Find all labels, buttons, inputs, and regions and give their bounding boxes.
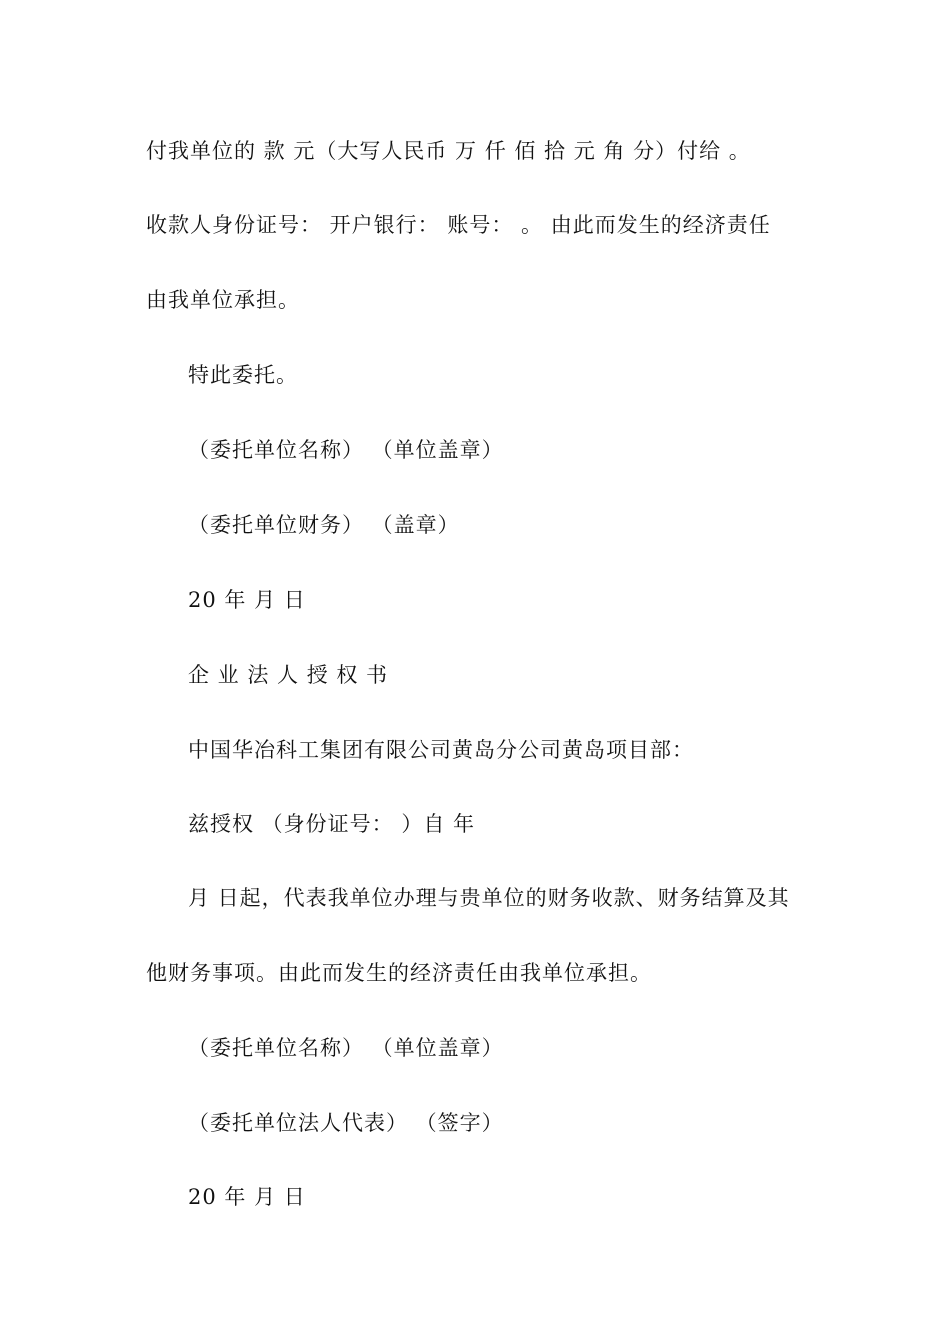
entrustment-statement: 特此委托。 <box>188 363 298 387</box>
responsibility-line: 由我单位承担。 <box>146 288 300 312</box>
date-line-2: 20 年 月 日 <box>188 1185 306 1209</box>
payment-amount-line: 付我单位的 款 元（大写人民币 万 仟 佰 拾 元 角 分）付给 。 <box>146 139 751 163</box>
payee-info-line: 收款人身份证号： 开户银行： 账号： 。 由此而发生的经济责任 <box>146 213 771 237</box>
date-line-1: 20 年 月 日 <box>188 588 306 612</box>
authorization-responsibility-line: 他财务事项。由此而发生的经济责任由我单位承担。 <box>146 961 652 985</box>
authorization-title: 企 业 法 人 授 权 书 <box>188 663 389 687</box>
authorization-scope-line: 月 日起，代表我单位办理与贵单位的财务收款、财务结算及其 <box>188 886 790 910</box>
entrusting-unit-seal-line: （委托单位名称） （单位盖章） <box>188 438 504 462</box>
finance-seal-line: （委托单位财务） （盖章） <box>188 513 460 537</box>
unit-seal-line-2: （委托单位名称） （单位盖章） <box>188 1036 504 1060</box>
recipient-line: 中国华冶科工集团有限公司黄岛分公司黄岛项目部： <box>188 738 694 762</box>
authorization-clause-line: 兹授权 （身份证号： ）自 年 <box>188 812 476 836</box>
legal-rep-signature-line: （委托单位法人代表） （签字） <box>188 1111 504 1135</box>
